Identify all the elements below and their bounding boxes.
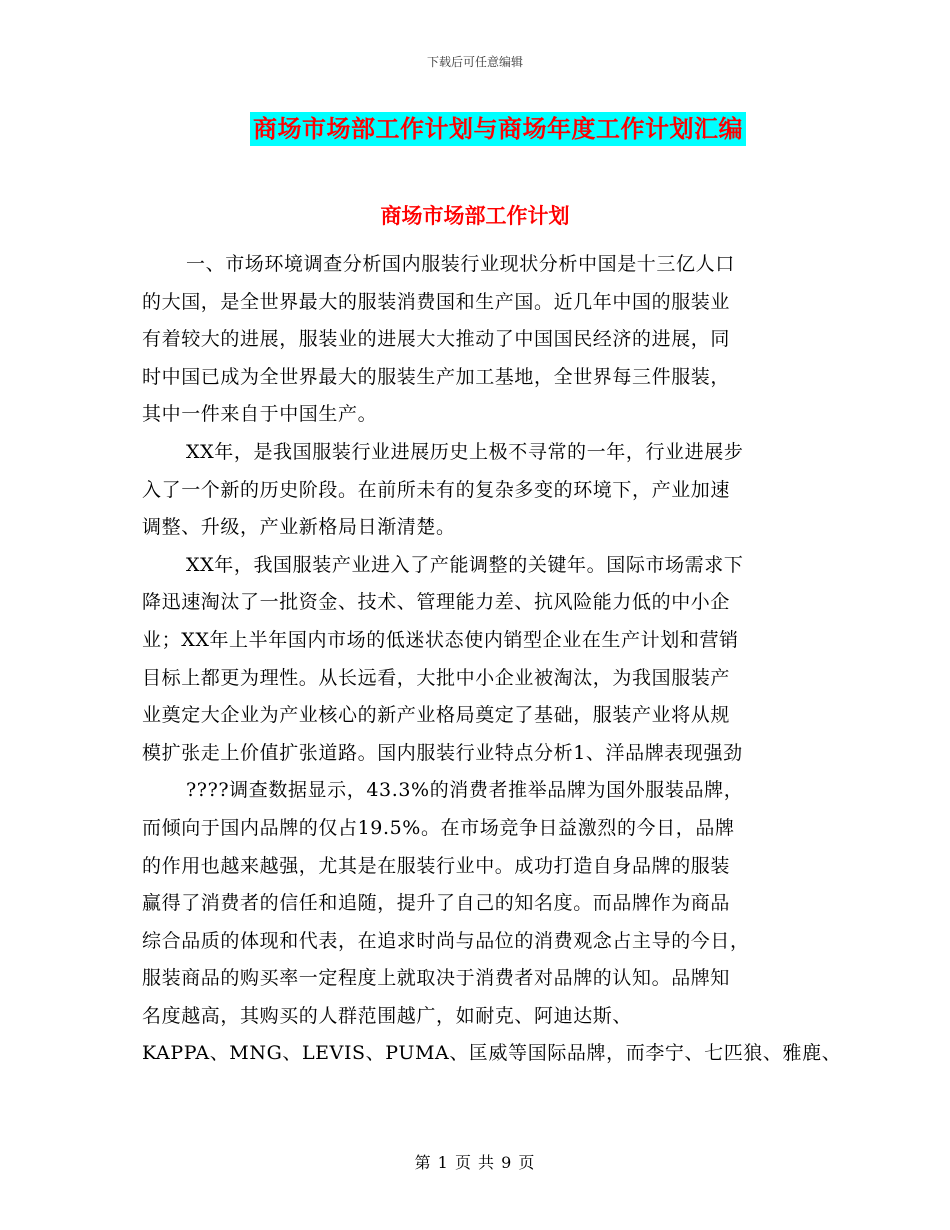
- paragraph-line: 业奠定大企业为产业核心的新产业格局奠定了基础，服装产业将从规: [142, 704, 731, 727]
- paragraph-line: KAPPA、MNG、LEVIS、PUMA、匡威等国际品牌，而李宁、七匹狼、雅鹿、: [142, 1042, 842, 1065]
- paragraph-line: 综合品质的体现和代表，在追求时尚与品位的消费观念占主导的今日，: [142, 929, 750, 952]
- paragraph-line: 其中一件来自于中国生产。: [142, 403, 378, 426]
- main-title-container: [0, 112, 950, 146]
- page-footer-number: 第 1 页 共 9 页: [414, 1153, 536, 1172]
- document-body: [142, 246, 842, 1073]
- paragraph-line: XX年，我国服装产业进入了产能调整的关键年。国际市场需求下: [186, 553, 744, 576]
- paragraph-line: 入了一个新的历史阶段。在前所未有的复杂多变的环境下，产业加速: [142, 478, 731, 501]
- paragraph-line: 有着较大的进展，服装业的进展大大推动了中国国民经济的进展，同: [142, 328, 731, 351]
- paragraph-line: 时中国已成为全世界最大的服装生产加工基地，全世界每三件服装，: [142, 365, 731, 388]
- paragraph-line: 模扩张走上价值扩张道路。国内服装行业特点分析1、洋品牌表现强劲: [142, 741, 743, 764]
- paragraph-line: 的作用也越来越强，尤其是在服装行业中。成功打造自身品牌的服装: [142, 854, 731, 877]
- paragraph-line: 业；XX年上半年国内市场的低迷状态使内销型企业在生产计划和营销: [142, 628, 739, 651]
- paragraph-line: 名度越高，其购买的人群范围越广，如耐克、阿迪达斯、: [142, 1004, 633, 1027]
- paragraph-line: XX年，是我国服装行业进展历史上极不寻常的一年，行业进展步: [186, 440, 744, 463]
- paragraph-line: ????调查数据显示，43.3%的消费者推举品牌为国外服装品牌，: [186, 779, 744, 802]
- paragraph-line: 目标上都更为理性。从长远看，大批中小企业被淘汰，为我国服装产: [142, 666, 731, 689]
- page-header-note: 下载后可任意编辑: [426, 55, 523, 69]
- paragraph-line: 的大国，是全世界最大的服装消费国和生产国。近几年中国的服装业: [142, 290, 731, 313]
- paragraph-line: 而倾向于国内品牌的仅占19.5%。在市场竞争日益激烈的今日，品牌: [142, 816, 735, 839]
- paragraph-line: 一、市场环境调查分析国内服装行业现状分析中国是十三亿人口: [186, 253, 735, 275]
- paragraph-line: 服装商品的购买率一定程度上就取决于消费者对品牌的认知。品牌知: [142, 967, 731, 990]
- main-title: 商场市场部工作计划与商场年度工作计划汇编: [250, 112, 746, 146]
- paragraph-line: 赢得了消费者的信任和追随，提升了自己的知名度。而品牌作为商品: [142, 892, 731, 915]
- paragraph-line: 调整、升级，产业新格局日渐清楚。: [142, 516, 456, 539]
- paragraph-line: 降迅速淘汰了一批资金、技术、管理能力差、抗风险能力低的中小企: [142, 591, 731, 614]
- section-title: 商场市场部工作计划: [380, 203, 570, 228]
